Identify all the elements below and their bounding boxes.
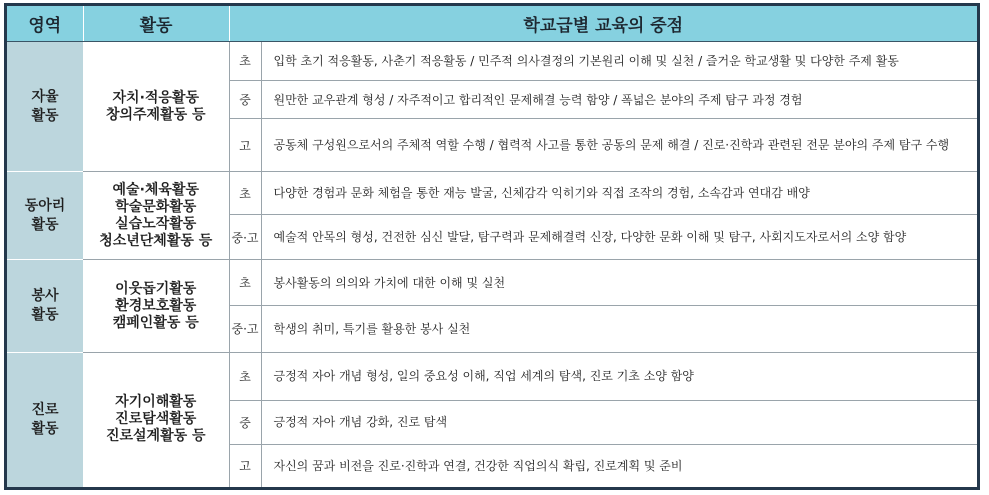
activity-cell-career: 자기이해활동 진로탐색활동 진로설계활동 등 (83, 352, 229, 487)
focus-cell: 자신의 꿈과 비전을 진로·진학과 연결, 건강한 직업의식 확립, 진로계획 및 준비 (261, 444, 977, 487)
area-cell-career: 진로 활동 (7, 352, 83, 487)
header-row (7, 6, 977, 42)
level-cell: 초 (229, 172, 261, 215)
focus-cell: 긍정적 자아 개념 강화, 진로 탐색 (261, 400, 977, 444)
area-cell-club: 동아리 활동 (7, 172, 83, 260)
curriculum-table (7, 6, 977, 487)
curriculum-table-frame (4, 3, 980, 490)
table-row (7, 352, 977, 400)
area-cell-volunteer: 봉사 활동 (7, 260, 83, 353)
level-cell: 중·고 (229, 306, 261, 353)
level-cell: 초 (229, 260, 261, 306)
level-cell: 고 (229, 119, 261, 172)
focus-cell: 학생의 취미, 특기를 활용한 봉사 실천 (261, 306, 977, 353)
focus-cell: 공동체 구성원으로서의 주체적 역할 수행 / 협력적 사고를 통한 공동의 문제 해결 / 진로·진학과 관련된 전문 분야의 주제 탐구 수행 (261, 119, 977, 172)
focus-cell: 긍정적 자아 개념 형성, 일의 중요성 이해, 직업 세계의 탐색, 진로 기초 소양 함양 (261, 352, 977, 400)
level-cell: 초 (229, 352, 261, 400)
focus-cell: 다양한 경험과 문화 체험을 통한 재능 발굴, 신체감각 익히기와 직접 조작의 경험, 소속감과 연대감 배양 (261, 172, 977, 215)
level-cell: 중·고 (229, 215, 261, 260)
activity-cell-club: 예술·체육활동 학술문화활동 실습노작활동 청소년단체활동 등 (83, 172, 229, 260)
focus-cell: 원만한 교우관계 형성 / 자주적이고 합리적인 문제해결 능력 함양 / 폭넓은 분야의 주제 탐구 과정 경험 (261, 80, 977, 119)
header-activity: 활동 (83, 6, 229, 42)
header-focus: 학교급별 교육의 중점 (229, 6, 977, 42)
focus-cell: 봉사활동의 의의와 가치에 대한 이해 및 실천 (261, 260, 977, 306)
focus-cell: 입학 초기 적응활동, 사춘기 적응활동 / 민주적 의사결정의 기본원리 이해 및 실천 / 즐거운 학교생활 및 다양한 주제 활동 (273, 53, 899, 68)
activity-cell-autonomy: 자치·적응활동 창의주제활동 등 (105, 89, 206, 123)
table-row (7, 260, 977, 306)
focus-cell: 예술적 안목의 형성, 건전한 심신 발달, 탐구력과 문제해결력 신장, 다양한 문화 이해 및 탐구, 사회지도자로서의 소양 함양 (261, 215, 977, 260)
area-cell-autonomy: 자율 활동 (7, 42, 83, 172)
level-cell: 중 (229, 400, 261, 444)
level-cell: 중 (229, 80, 261, 119)
activity-cell-volunteer: 이웃돕기활동 환경보호활동 캠페인활동 등 (83, 260, 229, 353)
level-cell: 고 (229, 444, 261, 487)
header-area: 영역 (7, 6, 83, 42)
table-row (7, 42, 977, 81)
level-cell: 초 (229, 42, 261, 81)
table-row (7, 172, 977, 215)
